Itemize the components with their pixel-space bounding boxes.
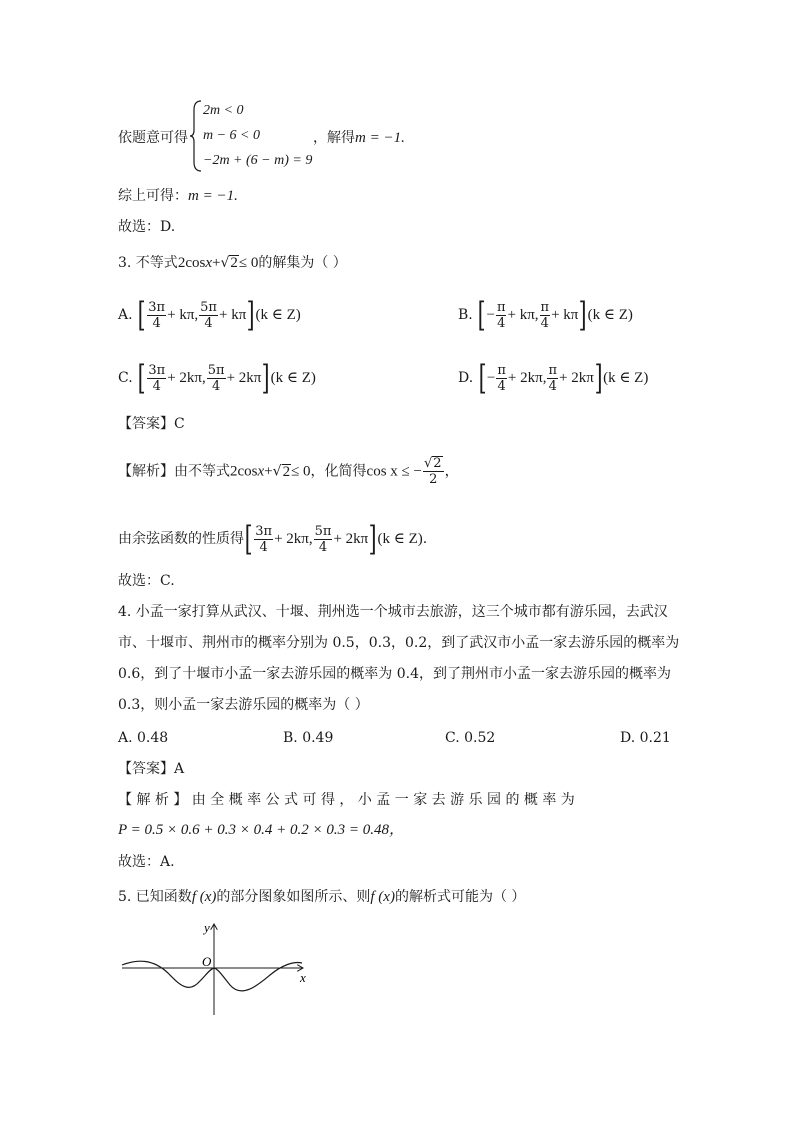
term: + 2kπ, bbox=[274, 531, 313, 547]
k-in-z: (k ∈ Z) bbox=[603, 370, 649, 386]
q3-option-d: D. [− $\frac{\pi}{4}$ + 2kπ, $\frac{\pi}{4}$ + 2kπ](k ∈ Z) bbox=[458, 358, 649, 398]
q4-line-3: 0.6，到了十堰市小孟一家去游乐园的概率为 0.4，到了荆州市小孟一家去游乐园的概率为 bbox=[118, 666, 671, 682]
k-in-z: (k ∈ Z) bbox=[270, 370, 316, 386]
q4-line-1: 4. 小孟一家打算从武汉、十堰、荆州选一个城市去旅游，这三个城市都有游乐园，去武汉 bbox=[118, 604, 668, 620]
q3-stem: 3. 不等式2cosx+√2≤ 0的解集为（ ） bbox=[118, 255, 347, 271]
analysis-text: 由余弦函数的性质得 bbox=[118, 531, 244, 547]
k-in-z: (k ∈ Z) bbox=[255, 307, 301, 323]
term: + kπ bbox=[551, 307, 579, 323]
frac-den: 4 bbox=[152, 378, 161, 394]
q5-prefix: 5. 已知函数 bbox=[118, 889, 192, 905]
q4-option-b: B. 0.49 bbox=[283, 730, 334, 746]
summary-line bbox=[118, 186, 238, 206]
q3-expr-plus: + bbox=[211, 255, 221, 271]
q5-fx: f (x) bbox=[370, 889, 395, 905]
q4-formula: P = 0.5 × 0.6 + 0.3 × 0.4 + 0.2 × 0.3 = 0.48， bbox=[118, 822, 404, 838]
system-row-1: 2m < 0 bbox=[203, 103, 244, 118]
q5-suffix: 的解析式可能为（ ） bbox=[394, 889, 526, 905]
q4-answer: 【答案】A bbox=[118, 761, 185, 777]
term: + kπ, bbox=[167, 307, 199, 323]
term: + 2kπ bbox=[333, 531, 369, 547]
q3-answer: 【答案】C bbox=[118, 416, 185, 432]
option-label: C. bbox=[118, 370, 133, 386]
term: − bbox=[486, 307, 495, 323]
k-in-z: (k ∈ Z) bbox=[587, 307, 633, 323]
option-label: A. bbox=[118, 307, 133, 323]
q3-option-c: C. [ $\frac{3\pi}{4}$ + 2kπ, $\frac{5\pi}{4}$ + 2kπ](k ∈ Z) bbox=[118, 358, 316, 398]
frac-den: 4 bbox=[548, 378, 557, 394]
k-in-z: (k ∈ Z) bbox=[377, 531, 423, 547]
expr: + bbox=[264, 463, 273, 480]
q4-option-a: A. 0.48 bbox=[118, 730, 169, 746]
frac-den: 4 bbox=[152, 315, 161, 331]
frac-den: 4 bbox=[318, 539, 328, 555]
q4-line-2: 市、十堰市、荆州市的概率分别为 0.5，0.3，0.2，到了武汉市小孟一家去游乐园的概率为 bbox=[118, 635, 680, 651]
q4-line-4: 0.3，则小孟一家去游乐园的概率为（ ） bbox=[118, 697, 369, 713]
term: + kπ, bbox=[507, 307, 539, 323]
system-row-2: m − 6 < 0 bbox=[203, 128, 261, 143]
q3-option-b: B. [− $\frac{\pi}{4}$ + kπ, $\frac{\pi}{4}$ + kπ](k ∈ Z) bbox=[458, 295, 633, 335]
system-result bbox=[313, 128, 405, 148]
analysis-label: 【解析】 bbox=[118, 463, 174, 480]
system-row-3: −2m + (6 − m) = 9 bbox=[203, 153, 313, 168]
system-lead: 依题意可得 bbox=[118, 130, 188, 146]
x-axis-label: x bbox=[300, 970, 306, 985]
function-graph bbox=[118, 915, 318, 1020]
expr: 2cos bbox=[230, 463, 258, 480]
frac-den: 4 bbox=[204, 315, 213, 331]
analysis-text: ，化简得 bbox=[310, 463, 367, 480]
comma: ， bbox=[444, 463, 459, 480]
q3-analysis: 【解析】由不等式2cosx+√2≤ 0，化简得cos x ≤ − $\frac{√2}{2}$ ， bbox=[118, 456, 459, 487]
q3-expr-le: ≤ 0 bbox=[238, 255, 259, 271]
frac-num: π bbox=[497, 362, 506, 378]
q4-option-d: D. 0.21 bbox=[620, 730, 671, 746]
frac-den: 4 bbox=[497, 378, 506, 394]
choose-d: 故选：D. bbox=[118, 219, 176, 235]
summary-text: 综上可得： bbox=[118, 188, 188, 204]
frac-num: 3π bbox=[148, 299, 166, 315]
q3-sqrt2: 2 bbox=[230, 255, 238, 271]
expr: ≤ 0 bbox=[291, 463, 311, 480]
q3-expr-x: x bbox=[205, 255, 212, 271]
frac-num: π bbox=[548, 362, 558, 378]
origin-label: O bbox=[202, 954, 212, 969]
frac-num: 3π bbox=[255, 523, 273, 539]
q5-mid: 的部分图象如图所示、则 bbox=[216, 889, 371, 905]
frac-num: π bbox=[496, 299, 506, 315]
q5-stem bbox=[118, 887, 525, 907]
frac-den: 2 bbox=[429, 472, 438, 487]
q3-option-a: A. [ $\frac{3\pi}{4}$ + kπ, $\frac{5\pi}{4}$ + kπ](k ∈ Z) bbox=[118, 295, 301, 335]
q4-analysis: 【 解 析 】 由 全 概 率 公 式 可 得 ， 小 孟 一 家 去 游 乐 园 的 概 率 为 bbox=[118, 792, 575, 808]
summary-value: m = −1. bbox=[188, 188, 238, 204]
q3-suffix: 的解集为（ ） bbox=[258, 255, 347, 271]
expr: x bbox=[257, 463, 265, 480]
q3-prefix: 3. 不等式 bbox=[118, 255, 178, 271]
y-axis-label: y bbox=[204, 920, 210, 935]
q3-expr-a: 2cos bbox=[177, 255, 206, 271]
option-label: D. bbox=[458, 370, 474, 386]
frac-num: π bbox=[540, 299, 550, 315]
q5-fx: f (x) bbox=[191, 889, 217, 905]
frac-num: 3π bbox=[148, 362, 166, 378]
left-brace-icon bbox=[190, 100, 202, 172]
q4-final: 故选：A. bbox=[118, 854, 175, 870]
frac-den: 4 bbox=[497, 315, 506, 331]
q3-analysis-line2: 由余弦函数的性质得[ $\frac{3\pi}{4}$ + 2kπ, $\frac{5\pi}{4}$ + 2kπ](k ∈ Z). bbox=[118, 519, 428, 559]
cos-expr: cos x ≤ − bbox=[366, 463, 422, 480]
frac-den: 4 bbox=[212, 378, 221, 394]
term: + 2kπ bbox=[226, 370, 262, 386]
q4-option-c: C. 0.52 bbox=[445, 730, 496, 746]
frac-num: 5π bbox=[200, 299, 217, 315]
system-result-text: ，解得 bbox=[313, 130, 355, 146]
q3-final: 故选：C. bbox=[118, 573, 175, 589]
system-result-value: m = −1. bbox=[355, 130, 405, 146]
sqrt: 2 bbox=[282, 463, 291, 480]
frac-num: 2 bbox=[433, 456, 442, 471]
term: + 2kπ, bbox=[167, 370, 206, 386]
term: + 2kπ bbox=[559, 370, 594, 386]
frac-den: 4 bbox=[259, 539, 268, 555]
option-label: B. bbox=[458, 307, 473, 323]
function-curve bbox=[122, 961, 302, 991]
analysis-text: 由不等式 bbox=[174, 463, 230, 480]
term: + kπ bbox=[218, 307, 247, 323]
frac-num: 5π bbox=[207, 362, 225, 378]
term: + 2kπ, bbox=[507, 370, 547, 386]
frac-den: 4 bbox=[540, 315, 549, 331]
term: − bbox=[486, 370, 496, 386]
frac-num: 5π bbox=[314, 523, 332, 539]
